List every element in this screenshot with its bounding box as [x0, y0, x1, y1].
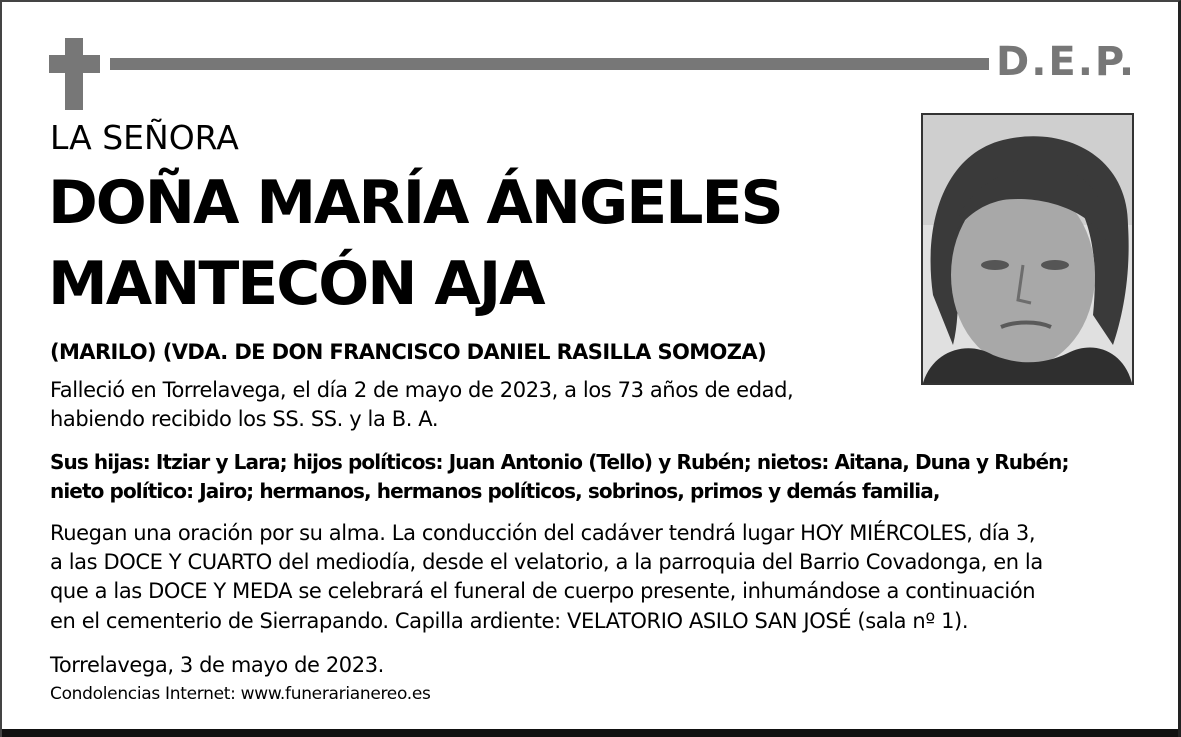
header-rule: [110, 58, 989, 70]
cross-icon: [65, 38, 83, 110]
portrait-icon: [923, 115, 1132, 383]
alias-line: (MARILO) (VDA. DE DON FRANCISCO DANIEL RASILLA SOMOZA): [50, 340, 767, 364]
service-line-2: a las DOCE Y CUARTO del mediodía, desde el velatorio, a la parroquia del Barrio Covadonga, en la: [50, 550, 1043, 574]
place-date: Torrelavega, 3 de mayo de 2023.: [50, 653, 384, 677]
family-line-2: nieto político: Jairo; hermanos, hermanos políticos, sobrinos, primos y demás familia,: [50, 479, 940, 503]
portrait-photo: [921, 113, 1134, 385]
deceased-name-line-1: DOÑA MARÍA ÁNGELES: [48, 168, 782, 238]
intro-label: LA SEÑORA: [50, 118, 239, 157]
service-line-3: que a las DOCE Y MEDA se celebrará el funeral de cuerpo presente, inhumándose a continuación: [50, 579, 1036, 603]
bottom-border: [2, 729, 1178, 737]
service-line-4: en el cementerio de Sierrapando. Capilla ardiente: VELATORIO ASILO SAN JOSÉ (sala nº 1).: [50, 609, 969, 633]
family-line-1: Sus hijas: Itziar y Lara; hijos políticos: Juan Antonio (Tello) y Rubén; nietos: Aitana, Duna y Rubén;: [50, 450, 1069, 474]
service-line-1: Ruegan una oración por su alma. La conducción del cadáver tendrá lugar HOY MIÉRCOLES, día 3,: [50, 521, 1036, 545]
death-info-line-2: habiendo recibido los SS. SS. y la B. A.: [50, 407, 439, 431]
death-info-line-1: Falleció en Torrelavega, el día 2 de mayo de 2023, a los 73 años de edad,: [50, 378, 794, 402]
condolences-link[interactable]: Condolencias Internet: www.funerarianereo.es: [50, 684, 431, 704]
cross-icon-bar: [49, 55, 100, 73]
deceased-name-line-2: MANTECÓN AJA: [48, 249, 544, 319]
dep-label: D.E.P.: [996, 39, 1137, 85]
